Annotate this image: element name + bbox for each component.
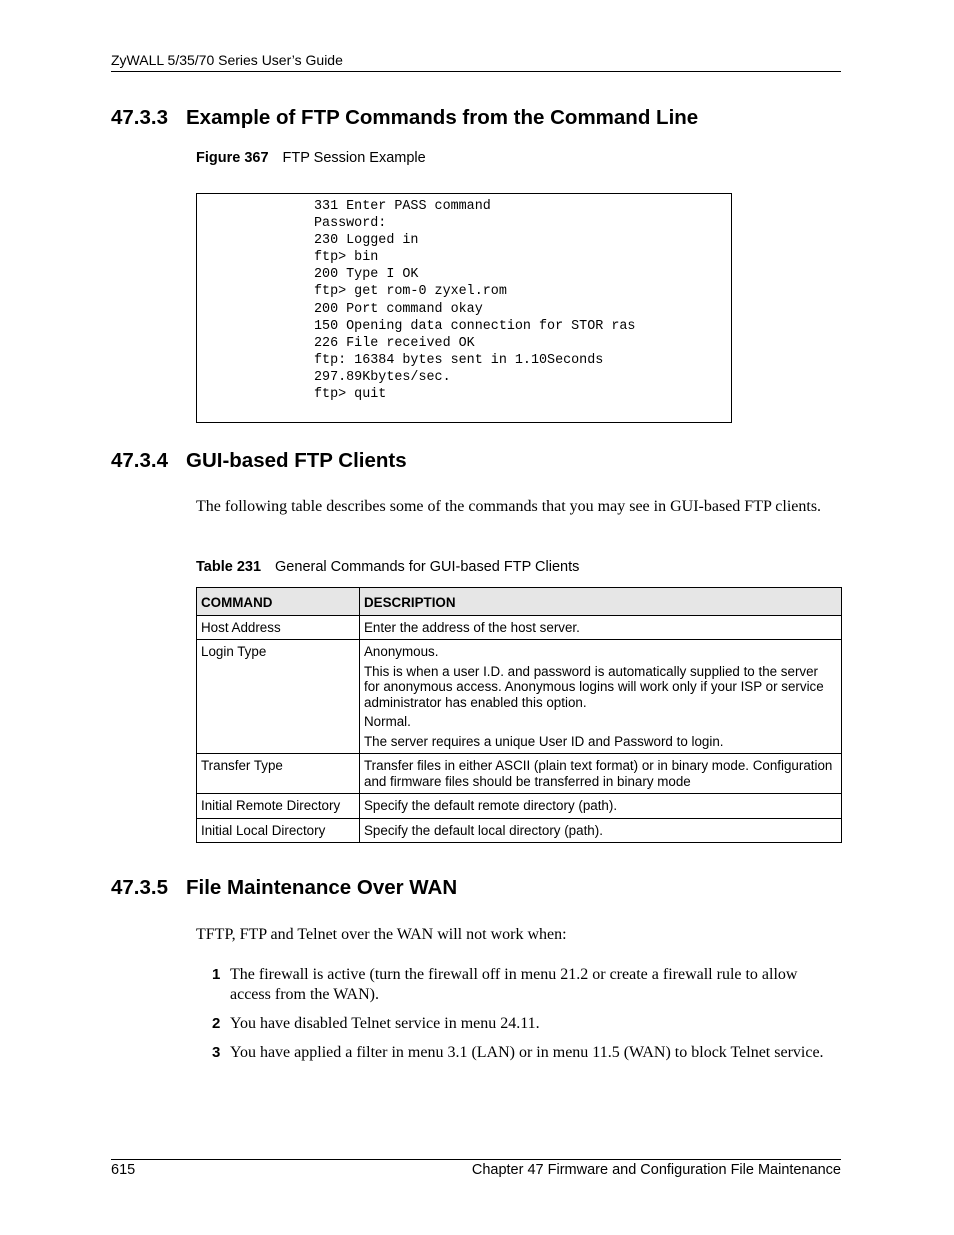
ftp-session-figure — [196, 193, 732, 423]
figure-caption — [196, 150, 426, 166]
description-cell — [360, 640, 842, 754]
list-item-number: 3 — [212, 1044, 221, 1061]
ftp-session-line: ftp> quit — [314, 387, 387, 403]
chapter-title: Chapter 47 Firmware and Configuration File Maintenance — [471, 1162, 841, 1178]
footer-rule — [111, 1159, 841, 1160]
ftp-session-line: 226 File received OK — [314, 335, 475, 351]
description-cell — [360, 615, 842, 640]
gui-intro-paragraph: The following table describes some of the commands that you may see in GUI-based FTP clients. — [196, 498, 822, 515]
wan-intro-paragraph: TFTP, FTP and Telnet over the WAN will not work when: — [196, 926, 567, 943]
table-row — [197, 818, 842, 843]
ftp-session-line: ftp> get rom-0 zyxel.rom — [314, 284, 507, 300]
section-heading-ftp-commands — [111, 106, 698, 130]
figure-label: Figure 367 — [196, 150, 269, 166]
table-row — [197, 794, 842, 819]
table-body — [197, 615, 842, 843]
command-cell: Host Address — [197, 615, 360, 640]
description-cell — [360, 754, 842, 794]
ftp-session-line: 331 Enter PASS command — [314, 199, 491, 214]
table-row — [197, 615, 842, 640]
description-cell — [360, 818, 842, 843]
list-item-text: You have applied a filter in menu 3.1 (LAN) or in menu 11.5 (WAN) to block Telnet service. — [230, 1044, 824, 1061]
ftp-session-line: 297.89Kbytes/sec. — [314, 369, 451, 385]
section-title: Example of FTP Commands from the Command Line — [186, 106, 699, 129]
command-cell: Initial Remote Directory — [197, 794, 360, 819]
list-item-number: 2 — [212, 1015, 221, 1032]
description-paragraph: Specify the default local directory (path). — [364, 822, 603, 838]
description-paragraph: Enter the address of the host server. — [364, 619, 580, 635]
section-heading-file-maintenance — [111, 876, 457, 900]
table-row — [197, 640, 842, 754]
table-caption-text: General Commands for GUI-based FTP Clients — [275, 559, 580, 575]
table-header-row — [197, 588, 842, 616]
column-header-command: COMMAND — [197, 588, 360, 616]
page-number: 615 — [111, 1162, 136, 1178]
ftp-session-line: ftp> bin — [314, 250, 379, 266]
section-heading-gui-clients — [111, 449, 407, 473]
ftp-session-line: 200 Type I OK — [314, 267, 419, 283]
description-paragraph: This is when a user I.D. and password is automatically supplied to the server for anonymous access. Anonymous logins will work only if your ISP or service administrator has enabled this option. — [364, 663, 824, 710]
numbered-list — [196, 965, 842, 1063]
command-cell: Transfer Type — [197, 754, 360, 794]
ftp-session-lines — [314, 198, 635, 403]
table-label: Table 231 — [196, 559, 262, 575]
list-item-number: 1 — [212, 966, 221, 983]
description-paragraph: The server requires a unique User ID and Password to login. — [364, 733, 724, 749]
ftp-session-line: Password: — [314, 216, 387, 232]
section-title: File Maintenance Over WAN — [186, 876, 458, 899]
description-paragraph: Anonymous. — [364, 644, 439, 659]
description-paragraph: Normal. — [364, 714, 411, 729]
running-header: ZyWALL 5/35/70 Series User’s Guide — [111, 52, 343, 68]
section-number: 47.3.3 — [111, 106, 168, 129]
description-paragraph: Specify the default remote directory (path). — [364, 798, 618, 813]
table-row — [197, 754, 842, 794]
ftp-session-line: ftp: 16384 bytes sent in 1.10Seconds — [314, 352, 604, 368]
list-item-text: You have disabled Telnet service in menu 24.11. — [230, 1015, 540, 1032]
list-item — [196, 1043, 842, 1063]
ftp-session-line: 230 Logged in — [314, 233, 419, 249]
wan-conditions-list — [196, 965, 842, 1072]
ftp-session-line: 150 Opening data connection for STOR ras — [314, 318, 636, 334]
ftp-session-line: 200 Port command okay — [314, 301, 483, 317]
list-item — [196, 1014, 842, 1034]
command-cell: Initial Local Directory — [197, 818, 360, 843]
section-number: 47.3.5 — [111, 876, 168, 899]
description-cell — [360, 794, 842, 819]
list-item — [196, 965, 842, 1005]
command-cell: Login Type — [197, 640, 360, 754]
column-header-description: DESCRIPTION — [360, 588, 842, 616]
figure-caption-text: FTP Session Example — [282, 150, 426, 166]
section-number: 47.3.4 — [111, 449, 168, 472]
table-caption — [196, 559, 579, 575]
header-rule — [111, 71, 841, 72]
section-title: GUI-based FTP Clients — [186, 449, 407, 472]
ftp-commands-table — [196, 587, 842, 843]
list-item-text: The firewall is active (turn the firewall off in menu 21.2 or create a firewall rule to allow access from the WAN). — [230, 966, 798, 1003]
description-paragraph: Transfer files in either ASCII (plain text format) or in binary mode. Configuration and firmware files should be transferred in binary mode — [364, 758, 833, 789]
